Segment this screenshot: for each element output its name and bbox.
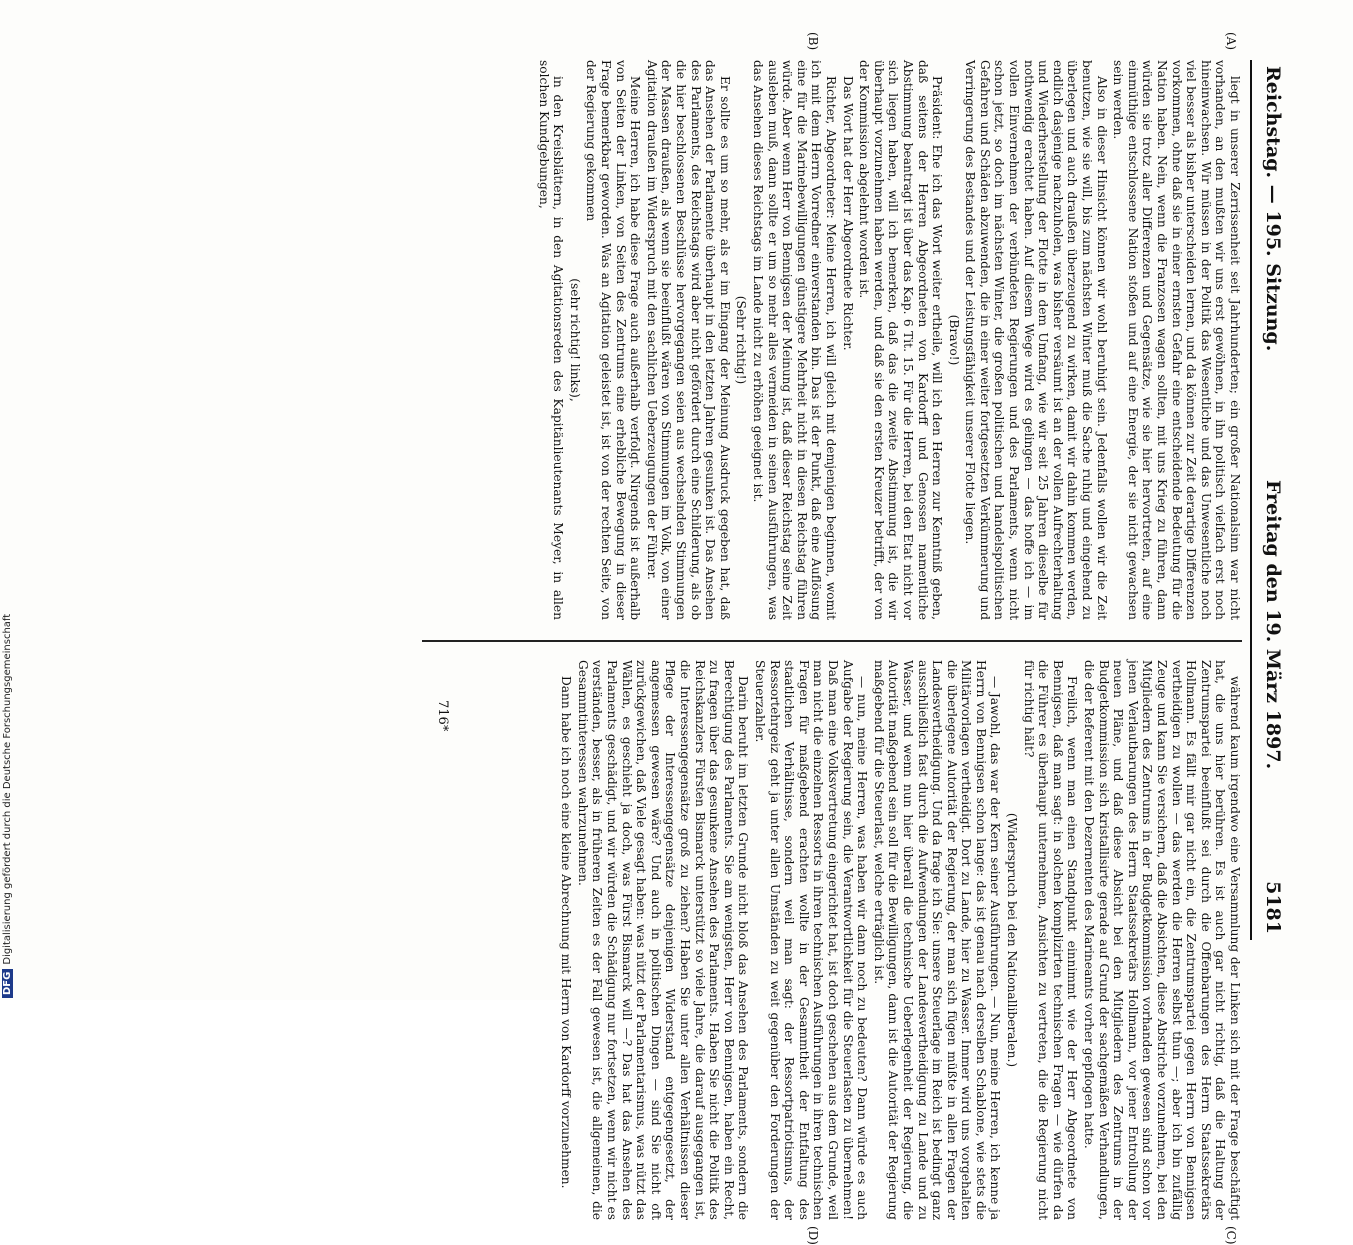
paragraph: Freilich, wenn man einen Standpunkt einnimmt wie der Herr Abgeordnete von Bennigsen, daß man sagt: in solchen komplizirten technischen Fragen — wie dürfen da die Führer es überhaupt unternehmen, Ansichten zu vertreten, die die Regierung nicht für richtig hält? — [1021, 660, 1080, 1220]
interjection: (sehr richtig! links), — [567, 278, 582, 402]
paragraph: in den Kreisblättern, in den Agitationsreden des Kapitänlieutenants Meyer, in allen solchen Kundgebungen, — [536, 60, 566, 620]
paragraph: Darin beruht im letzten Grunde nicht bloß das Ansehen des Parlaments, sondern die Berechtigung des Parlaments. Sie am wenigsten, Herr von Bennigsen, haben ein Recht, zu fragen über das gesunkene Ansehen des Parlaments. Haben Sie nicht die Politik des Reichskanzlers Fürsten Bismarck unterstützt so viele Jahre, die darauf ausgegangen ist, die Interessengegensätze groß zu ziehen? Haben Sie unter allen Verhältnissen dieser Pflege der Interessengegensätze denjenigen Widerstand entgegengesetzt, der angemessen gewesen wäre? Und auch in politischen Dingen — sind Sie nicht oft zurückgewichen, daß Viele gesagt haben: was nützt der Parlamentarismus, was nützt das Wählen, es geschieht ja doch, was Fürst Bismarck will —? Das hat das Ansehen des Parlaments geschädigt, und wir würden die Schädigung nur fortsetzen, wenn wir nicht es verständen, besser, als in früheren Zeiten es der Fall gewesen ist, die allgemeinen, die Gesammtinteressen wahrzunehmen. — [575, 660, 751, 1220]
rotated-page-content — [70, 32, 1290, 1245]
paragraph: Präsident: Ehe ich das Wort weiter ertheile, will ich den Herren zur Kenntniß geben, daß seitens der Herren Abgeordneten von Kardorff und Genossen namentliche Abstimmung beantragt ist über das Kap. 6 Tit. 15. Für die Herren, bei den Etat nicht vor sich liegen haben, will ich bemerken, daß das die zweite Abstimmung ist, die wir überhaupt vorzunehmen haben werden, und daß sie den ersten Kreuzer betrifft, der von der Kommission abgelehnt worden ist. — [857, 60, 945, 620]
paragraph: Richter, Abgeordneter: Meine Herren, ich will gleich mit demjenigen beginnen, womit ich mit dem Herrn Vorredner einverstanden bin. Das ist der Punkt, daß eine Auflösung eine für die Marinebewilligungen günstigere Mehrheit nicht in diesen Reichstag führen würde. Aber wenn Herr von Bennigsen der Meinung ist, daß dieser Reichstag seine Zeit ausleben muß, dann sollte er um so mehr alles vermeiden in seinen Ausführungen, was das Ansehen dieses Reichstags im Lande nicht zu erhöhen geeignet ist. — [751, 60, 838, 620]
paragraph: Er sollte es um so mehr, als er im Eingang der Meinung Ausdruck gegeben hat, daß das Ansehen der Parlamente überhaupt in den letzten Jahren gesunken ist. Das Ansehen des Parlaments, des Reichstags wird aber nicht gefördert durch eine Schilderung, als ob die hier beschlossenen Beschlüsse hervorgegangen seien aus wechselnden Stimmungen der Massen draußen, als wenn sie beeinflußt wären von Stimmungen im Volk, von einer Agitation draußen im Widerspruch mit den sachlichen Ueberzeugungen der Führer. — [644, 60, 732, 620]
footer-credit — [2, 600, 24, 998]
interjection: (Bravo!) — [946, 314, 961, 366]
column-divider — [422, 640, 1242, 642]
margin-mark-c: (C) — [1224, 1226, 1238, 1245]
paragraph: Das Wort hat der Herr Abgeordnete Richter. — [840, 76, 855, 351]
running-header — [1256, 60, 1286, 940]
paragraph: liegt in unserer Zerrissenheit seit Jahrhunderten; ein großer Nationalsinn war nicht vorhanden, an den mußten wir uns erst gewöhnen, in ihn politisch vielfach erst noch hineinwachsen. Wir müssen in der Politik das Wesentliche und das Unwesentliche noch viel besser als bisher unterscheiden lernen, und da können zur Zeit derartige Differenzen vorkommen, ohne daß sie in einer ernsten Gefahr eine entscheidende Bedeutung für die Nation haben. Nein, wenn die Franzosen wagen sollten, mit uns Krieg zu führen, dann würden sie trotz aller Differenzen und Gegensätze, wie sie hier hervortreten, auf eine einmüthige entschlossene Nation stoßen und auf eine Energie, der sie nicht gewachsen sein werden. — [1111, 60, 1242, 620]
paragraph: während kaum irgendwo eine Versammlung der Linken sich mit der Frage beschäftigt hat, die uns hier berühren. Es ist auch gar nicht richtig, daß die Haltung der Zentrumspartei beeinflußt sei durch die Offenbarungen des Herrn Staatssekretärs Hollmann. Es fällt mir gar nicht ein, die Zentrumspartei gegen Herrn von Bennigsen vertheidigen zu wollen — das werden die Herren selbst thun —; aber ich bin zufällig Zeuge und kann Sie versichern, daß die Absichten, diese Abstriche vorzunehmen, bei den Mitgliedern des Zentrums in der Budgetkommission vorhanden gewesen sind schon vor jenen Verlautbarungen des Herrn Staatssekretärs Hollmann, vor jener Entrollung der neuen Pläne, und daß diese Absicht bei den Mitgliedern des Zentrums in der Budgetkommission sich kristallisirte gerade auf Grund der sachgemäßen Verhandlungen, die der Referent mit den Dezernenten des Marineamts vorher gepflogen hatte. — [1082, 660, 1242, 1220]
text-column-right — [557, 660, 1242, 1220]
header-rule — [1250, 60, 1252, 940]
footer-credit-text: Digitalisierung gefördert durch die Deutsche Forschungsgemeinschaft — [2, 613, 13, 965]
paragraph: Dann habe ich noch eine kleine Abrechnung mit Herrn von Kardorff vorzunehmen. — [559, 676, 574, 1189]
dfg-logo: DFG — [2, 969, 13, 998]
page-marker: 716* — [435, 700, 450, 732]
footer-text-rotated — [2, 600, 24, 998]
interjection: (Widerspruch bei den Nationalliberalen.) — [1005, 812, 1020, 1068]
paragraph: Also in dieser Hinsicht können wir wohl beruhigt sein. Jedenfalls wollen wir die Zeit benutzen, wie sie will, bis zum nächsten Winter muß die Sache ruhig und eingehend zu überlegen und auch draußen überzeugend zu wirken, damit wir dahin kommen werden, endlich dasjenige nachzuholen, was bisher versäumt ist an der vollen Aufrechterhaltung und Wiederherstellung der Flotte in dem Umfang, wie wir seit 25 Jahren dieselbe für nothwendig erachtet haben. Auf diesem Wege wird es gelingen — das hoffe ich — im vollen Einvernehmen der verbündeten Regierungen und des Parlaments, wenn nicht schon jetzt, so doch im nächsten Winter, die großen politischen und handelspolitischen Gefahren und Schäden abzuwenden, die in einer weiter fortgesetzten Verkümmerung und Verringerung des Bestandes und der Leistungsfähigkeit unserer Flotte liegen. — [963, 60, 1109, 620]
page-number: 5181 — [1262, 881, 1284, 934]
header-left: Reichstag. — 195. Sitzung. — [1262, 66, 1284, 352]
paragraph: — Jawohl, das war der Kern seiner Ausführungen. — Nun, meine Herren, ich kenne ja Herrn von Bennigsen schon lange: das ist genau nach derselben Schablone, wie stets die Militärvorlagen vertheidigt. Dort zu Lande, hier zu Wasser. Immer wird uns vorgehalten die überlegene Autorität der Regierung, der man sich fügen müßte in allen Fragen der Landesvertheidigung. Und da frage ich Sie: unsere Steuerlage im Reich ist bedingt ganz ausschließlich fast durch die Aufwendungen der Landesvertheidigung zu Lande und zu Wasser, und wenn nun hier überall die technische Ueberlegenheit der Regierung, die Autorität maßgebend sein soll für die Bewilligungen, dann ist die Autorität der Regierung maßgebend für die Steuerlast, welche erträglich ist. — [871, 660, 1003, 1220]
interjection: (Sehr richtig!) — [734, 295, 749, 385]
paragraph: — nun, meine Herren, was haben wir dann noch zu bedeuten? Dann würde es auch Aufgabe der Regierung sein, die Verantwortlichkeit für die Steuerlasten zu übernehmen! Daß man eine Volksvertretung eingerichtet hat, ist doch geschehen aus dem Grunde, weil man nicht die einzelnen Ressorts in ihren technischen Ausführungen in ihren technischen Fragen für maßgebend erachten wollte in der Gesammtheit der Entfaltung des staatlichen Verhältnisse, sondern weil man sagt: der Ressortpatriotismus, der Ressortehrgeiz geht ja unter allen Umständen zu weit gegenüber den Forderungen der Steuerzahler. — [753, 660, 870, 1220]
text-column-left — [534, 60, 1242, 620]
margin-mark-d: (D) — [806, 1226, 820, 1245]
margin-mark-b: (B) — [806, 32, 820, 51]
margin-mark-a: (A) — [1224, 32, 1238, 51]
header-date: Freitag den 19. März 1897. — [1262, 480, 1284, 770]
paragraph: Meine Herren, ich habe diese Frage auch außerhalb verfolgt. Nirgends ist außerhalb von Seiten der Linken, von Seiten des Zentrums eine erhebliche Bewegung in dieser Frage bemerkbar geworden. Was an Agitation geleistet ist, ist von der rechten Seite, von der Regierung gekommen — [584, 60, 643, 620]
